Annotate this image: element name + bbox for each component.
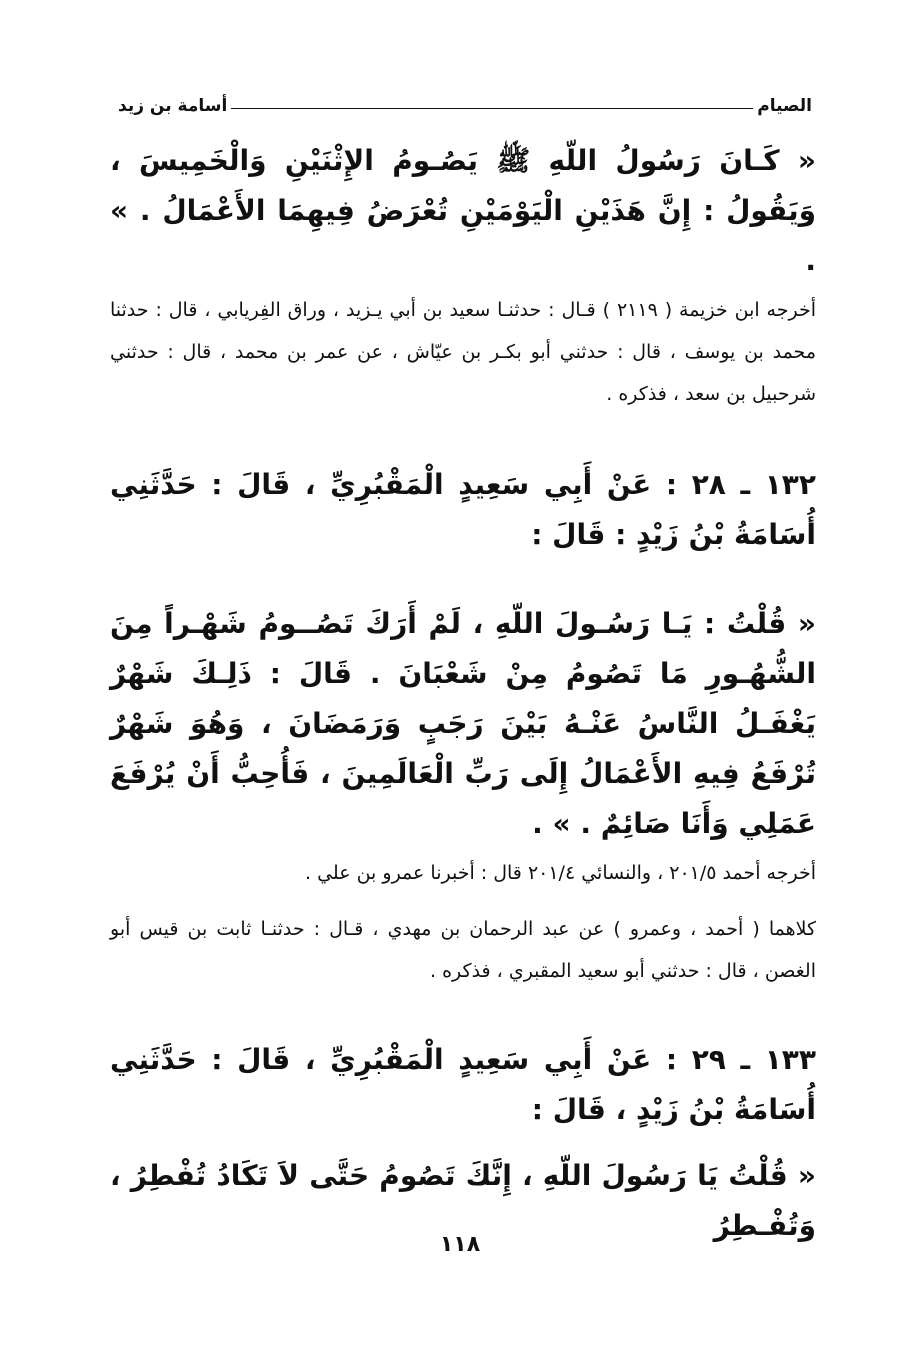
- hadith-132-text: « قُلْتُ : يَـا رَسُـولَ اللّهِ ، لَمْ أَرَكَ تَصُــومُ شَهْـراً مِنَ الشُّهُـورِ مَا تَصُومُ مِنْ شَعْبَانَ . قَالَ : ذَلِـكَ شَهْرٌ يَغْفَـلُ النَّاسُ عَنْـهُ بَيْنَ رَجَبٍ وَرَمَضَانَ ، وَهُوَ شَهْرٌ تُرْفَعُ فِيهِ الأَعْمَالُ إِلَى رَبِّ الْعَالَمِينَ ، فَأُحِبُّ أَنْ يُرْفَعَ عَمَلِي وَأَنَا صَائِمٌ . » .: [110, 607, 816, 840]
- takhrij-paragraph-1: أخرجه ابن خزيمة ( ٢١١٩ ) قـال : حدثنـا سعيد بن أبي يـزيد ، وراق الفِريابي ، قال : حدثنا محمد بن يوسف ، قال : حدثني أبو بكـر بن عيّاش ، عن عمر بن محمد ، قال : حدثني شرحبيل بن سعد ، فذكره .: [110, 299, 816, 405]
- header-rule: [231, 108, 753, 109]
- running-header: [118, 88, 812, 116]
- hadith-text-1: « كَـانَ رَسُولُ اللّهِ ﷺ يَصُـومُ الإِثْنَيْنِ وَالْخَمِيسَ ، وَيَقُولُ : إِنَّ هَذَيْنِ الْيَوْمَيْنِ تُعْرَضُ فِيهِمَا الأَعْمَالُ . » .: [110, 144, 816, 277]
- header-author-name: أسامة بن زيد: [118, 96, 228, 116]
- page-number: ١١٨: [439, 1232, 481, 1257]
- hadith-132-isnad: ١٣٢ ـ ٢٨ : عَنْ أَبِي سَعِيدٍ الْمَقْبُرِيِّ ، قَالَ : حَدَّثَنِي أُسَامَةُ بْنُ زَيْدٍ : قَالَ :: [110, 468, 816, 551]
- header-chapter-title: الصيام: [757, 96, 812, 116]
- hadith-133-text: « قُلْتُ يَا رَسُولَ اللّهِ ، إِنَّكَ تَصُومُ حَتَّى لاَ تَكَادُ تُفْطِرُ ، وَتُفْـطِرُ: [110, 1159, 816, 1242]
- takhrij-paragraph-2a: أخرجه أحمد ٢٠١/٥ ، والنسائي ٢٠١/٤ قال : أخبرنا عمرو بن علي .: [305, 862, 816, 884]
- hadith-133-isnad: ١٣٣ ـ ٢٩ : عَنْ أَبِي سَعِيدٍ الْمَقْبُرِيِّ ، قَالَ : حَدَّثَنِي أُسَامَةُ بْنُ زَيْدٍ ، قَالَ :: [110, 1043, 816, 1126]
- takhrij-paragraph-2b: كلاهما ( أحمد ، وعمرو ) عن عبد الرحمان بن مهدي ، قـال : حدثنـا ثابت بن قيس أبو الغصن ، قال : حدثني أبو سعيد المقبري ، فذكره .: [110, 918, 816, 982]
